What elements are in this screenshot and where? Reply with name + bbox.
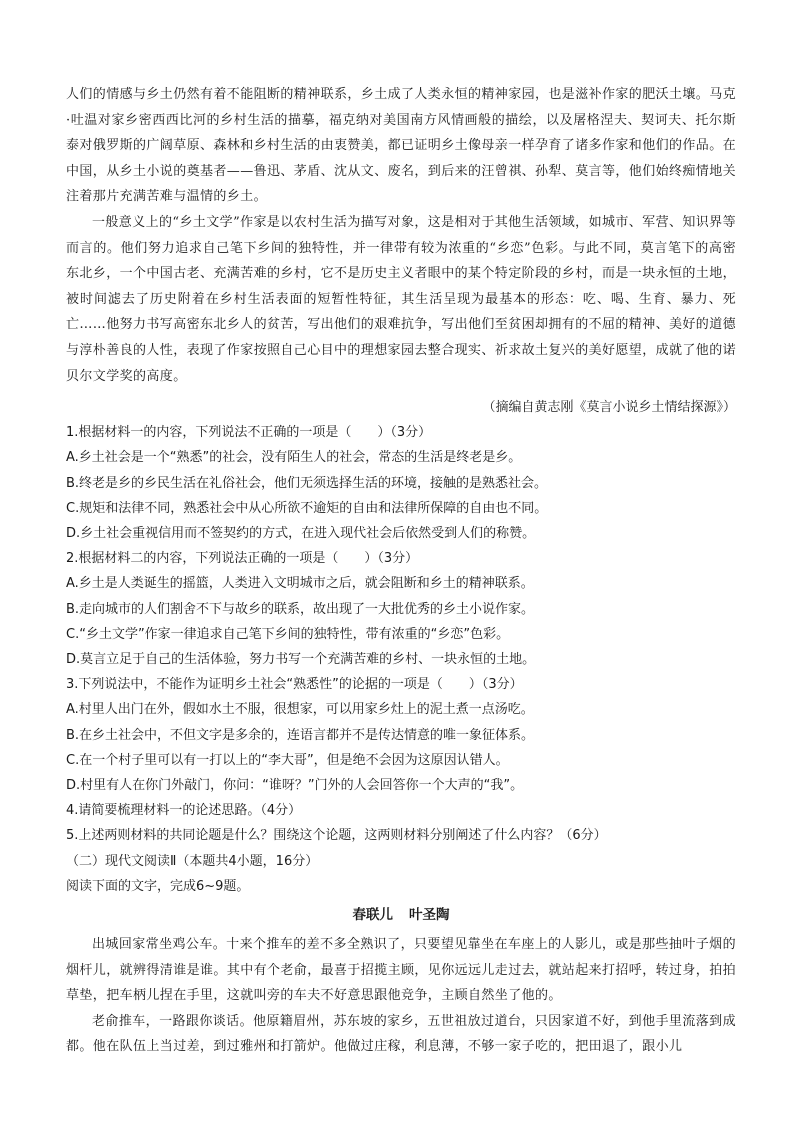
exam-page: [66, 82, 736, 1060]
source-citation: （摘编自黄志刚《莫言小说乡土情结探源》）: [482, 400, 736, 416]
option-3c: C.在一个村子里可以有一打以上的“李大哥”，但是绝不会因为这原因认错人。: [66, 752, 509, 768]
option-2b: B.走向城市的人们割舍不下与故乡的联系，故出现了一大批优秀的乡土小说作家。: [66, 601, 535, 617]
option-2c: C.“乡土文学”作家一律追求自己笔下乡间的独特性，带有浓重的“乡恋”色彩。: [66, 626, 510, 642]
story-title: 春联儿: [352, 906, 393, 923]
story-title-line: [66, 904, 736, 926]
option-3a: A.村里人出门在外，假如水土不服，很想家，可以用家乡灶上的泥土煮一点汤吃。: [66, 702, 534, 718]
option-3d: D.村里有人在你门外敲门，你问：“谁呀？”门外的人会回答你一个大声的“我”。: [66, 777, 524, 793]
option-1c: C.规矩和法律不同，熟悉社会中从心所欲不逾矩的自由和法律所保障的自由也不同。: [66, 500, 548, 516]
story-author: 叶圣陶: [409, 906, 450, 923]
section-heading: （二）现代文阅读Ⅱ（本题共4小题，16分）: [66, 853, 319, 869]
option-2a: A.乡土是人类诞生的摇篮，人类进入文明城市之后，就会阻断和乡土的精神联系。: [66, 576, 534, 592]
material-one-text: [66, 82, 736, 389]
question-1: 1.根据材料一的内容，下列说法不正确的一项是（ ）（3分）: [66, 425, 432, 441]
option-1a: A.乡土社会是一个“熟悉”的社会，没有陌生人的社会，常态的生活是终老是乡。: [66, 450, 522, 466]
option-1b: B.终老是乡的乡民生活在礼俗社会，他们无须选择生活的环境，接触的是熟悉社会。: [66, 475, 548, 491]
material-paragraph-1: 人们的情感与乡土仍然有着不能阻断的精神联系，乡土成了人类永恒的精神家园，也是滋补作家的肥沃土壤。马克·吐温对家乡密西西比河的乡村生活的描摹，福克纳对美国南方风情画般的描绘，以及屠格涅夫、契诃夫、托尔斯泰对俄罗斯的广阔草原、森林和乡村生活的由衷赞美，都已证明乡土像母亲一样孕育了诸多作家和他们的作品。在中国，从乡土小说的奠基者——鲁迅、茅盾、沈从文、废名，到后来的汪曾祺、孙犁、莫言等，他们始终痴情地关注着那片充满苦难与温情的乡土。: [66, 87, 737, 205]
reading-instruction: 阅读下面的文字，完成6~9题。: [66, 878, 250, 894]
material-paragraph-2: 一般意义上的“乡土文学”作家是以农村生活为描写对象，这是相对于其他生活领域，如城市、军营、知识界等而言的。他们努力追求自己笔下乡间的独特性，并一律带有较为浓重的“乡恋”色彩。与此不同，莫言笔下的高密东北乡，一个中国古老、充满苦难的乡村，它不是历史主义者眼中的某个特定阶段的乡村，而是一块永恒的土地，被时间滤去了历史附着在乡村生活表面的短暂性特征，其生活呈现为最基本的形态：吃、喝、生育、暴力、死亡……他努力书写高密东北乡人的贫苦，写出他们的艰难抗争，写出他们至贫困却拥有的不屈的精神、美好的道德与淳朴善良的人性，表现了作家按照自己心目中的理想家园去整合现实、祈求故土复兴的美好愿望，成就了他的诺贝尔文学奖的高度。: [66, 214, 737, 384]
question-list: [66, 420, 736, 899]
question-5: 5.上述两则材料的共同论题是什么？围绕这个论题，这两则材料分别阐述了什么内容？（6分）: [66, 828, 607, 844]
story-text: [66, 932, 736, 1060]
option-3b: B.在乡土社会中，不但文字是多余的，连语言都并不是传达情意的唯一象征体系。: [66, 727, 535, 743]
question-3: 3.下列说法中，不能作为证明乡土社会“熟悉性”的论据的一项是（ ）（3分）: [66, 677, 523, 693]
story-paragraph-1: 出城回家常坐鸡公车。十来个推车的差不多全熟识了，只要望见靠坐在车座上的人影儿，或是那些抽叶子烟的烟杆儿，就辨得清谁是谁。其中有个老俞，最喜于招揽主顾，见你远远儿走过去，就站起来打招呼，转过身，拍拍草垫，把车柄儿捏在手里，这就叫旁的车夫不好意思跟他竞争，主顾自然坐了他的。: [66, 936, 737, 1004]
question-2: 2.根据材料二的内容，下列说法正确的一项是（ ）（3分）: [66, 551, 419, 567]
story-paragraph-2: 老俞推车，一路跟你谈话。他原籍眉州，苏东坡的家乡，五世祖放过道台，只因家道不好，到他手里流落到成都。他在队伍上当过差，到过雅州和打箭炉。他做过庄稼，利息薄，不够一家子吃的，把田退了，跟小儿: [66, 1013, 736, 1055]
option-1d: D.乡土社会重视信用而不签契约的方式，在进入现代社会后依然受到人们的称赞。: [66, 525, 536, 541]
question-4: 4.请简要梳理材料一的论述思路。（4分）: [66, 803, 302, 819]
option-2d: D.莫言立足于自己的生活体验，努力书写一个充满苦难的乡村、一块永恒的土地。: [66, 651, 536, 667]
